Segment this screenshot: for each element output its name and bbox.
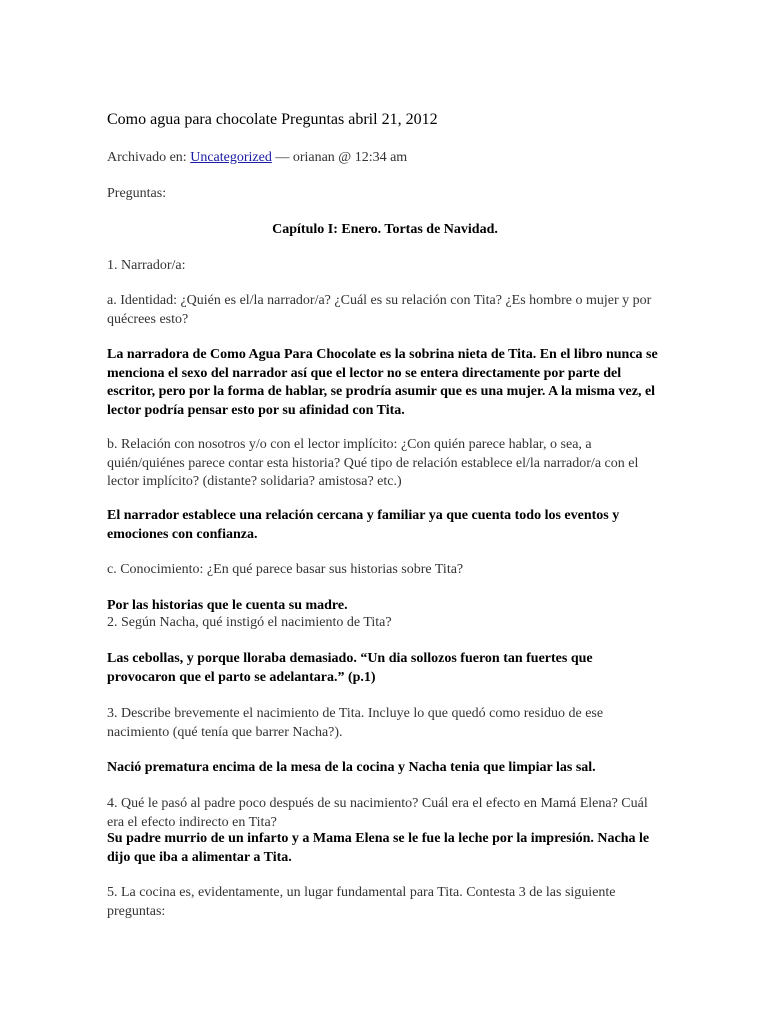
- category-link[interactable]: Uncategorized: [190, 150, 272, 165]
- chapter-heading: Capítulo I: Enero. Tortas de Navidad.: [272, 222, 498, 237]
- question-1a: a. Identidad: ¿Quién es el/la narrador/a? ¿Cuál es su relación con Tita? ¿Es hombre o mujer y por quécrees esto?: [107, 293, 652, 327]
- archived-suffix: — orianan @ 12:34 am: [271, 150, 408, 165]
- preguntas-label: Preguntas:: [107, 186, 167, 201]
- answer-2: Las cebollas, y porque lloraba demasiado. “Un dia sollozos fueron tan fuertes que provocaron que el parto se adelantara.” (p.1): [107, 651, 593, 685]
- question-3: 3. Describe brevemente el nacimiento de Tita. Incluye lo que quedó como residuo de ese nacimiento (qué tenía que barrer Nacha?).: [107, 706, 604, 740]
- question-5: 5. La cocina es, evidentamente, un lugar fundamental para Tita. Contesta 3 de las siguiente preguntas:: [107, 885, 616, 919]
- answer-4: Su padre murrio de un infarto y a Mama Elena se le fue la leche por la impresión. Nacha le dijo que iba a alimentar a Tita.: [107, 831, 650, 865]
- answer-1a: La narradora de Como Agua Para Chocolate es la sobrina nieta de Tita. En el libro nunca se menciona el sexo del narrador así que el lector no se entera directamente por parte del escritor, pero por la forma de hablar, se prodría asumir que es una mujer. A la misma vez, el lector podría pensar esto por su afinidad con Tita.: [107, 347, 658, 418]
- archive-line: [107, 149, 663, 168]
- question-1c: c. Conocimiento: ¿En qué parece basar sus historias sobre Tita?: [107, 562, 464, 577]
- question-2: 2. Según Nacha, qué instigó el nacimiento de Tita?: [107, 615, 392, 630]
- answer-3: Nació prematura encima de la mesa de la cocina y Nacha tenia que limpiar las sal.: [107, 760, 596, 775]
- page-title: Como agua para chocolate Preguntas abril 21, 2012: [107, 111, 438, 128]
- question-1b: b. Relación con nosotros y/o con el lector implícito: ¿Con quién parece hablar, o sea, a quién/quiénes parece contar esta historia? Qué tipo de relación establece el/la narrador/a con el lector implícito? (distante? solidaria? amistosa? etc.): [107, 437, 639, 489]
- question-1: 1. Narrador/a:: [107, 258, 186, 273]
- archived-prefix: Archivado en:: [107, 150, 191, 165]
- answer-1b: El narrador establece una relación cercana y familiar ya que cuenta todo los eventos y emociones con confianza.: [107, 508, 620, 542]
- answer-1c: Por las historias que le cuenta su madre.: [107, 598, 348, 613]
- question-4: 4. Qué le pasó al padre poco después de su nacimiento? Cuál era el efecto en Mamá Elena? Cuál era el efecto indirecto en Tita?: [107, 796, 648, 830]
